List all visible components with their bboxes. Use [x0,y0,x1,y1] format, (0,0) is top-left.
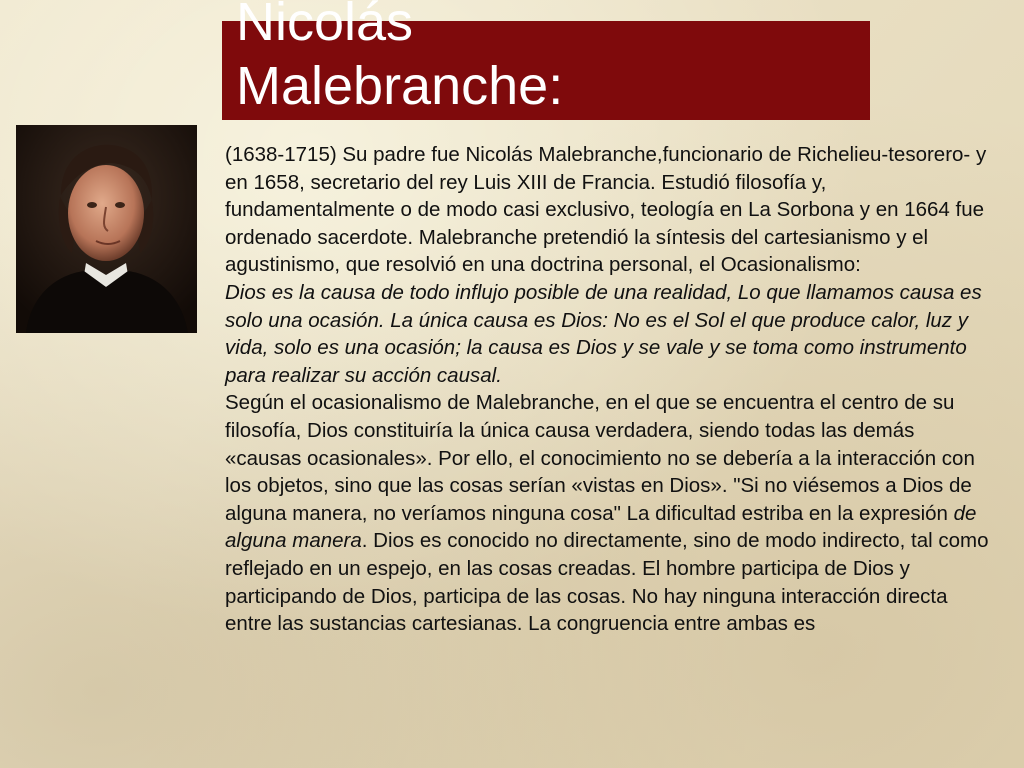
portrait-image [16,125,197,333]
quote-paragraph: Dios es la causa de todo influjo posible de una realidad, Lo que llamamos causa es solo una ocasión. La única causa es Dios: No es el Sol el que produce calor, luz y vida, solo es una ocasión; la causa es Dios y se vale y se toma como instrumento para realizar su acción causal. [225,280,982,387]
occasionalism-text-start: Según el ocasionalismo de Malebranche, en el que se encuentra el centro de su filosofía, Dios constituiría la única causa verdadera, siendo todas las demás «causas ocasionales». Por ello, el conocimiento no se debería a la interacción con los objetos, sino que las cosas serían «vistas en Dios». "Si no viésemos a Dios de alguna manera, no veríamos ninguna cosa" La dificultad estriba en la expresión [225,391,975,525]
occasionalism-text-end: . Dios es conocido no directamente, sino de modo indirecto, tal como reflejado en un espejo, en las cosas creadas. El hombre participa de Dios y participando de Dios, participa de las cosas. No hay ninguna interacción directa entre las sustancias cartesianas. La congruencia entre ambas es [225,529,989,636]
title-line-2: Malebranche: [236,56,564,116]
intro-paragraph: (1638-1715) Su padre fue Nicolás Malebranche,funcionario de Richelieu-tesorero- y en 1658, secretario del rey Luis XIII de Francia. Estudió filosofía y, fundamentalmente o de modo casi exclusivo, teología en La Sorbona y en 1664 fue ordenado sacerdote. Malebranche pretendió la síntesis del cartesianismo y el agustinismo, que resolvió en una doctrina personal, el Ocasionalismo: [225,143,987,277]
title-line-1: Nicolás [236,0,414,52]
occasionalism-paragraph [225,389,995,637]
slide-title [236,0,996,118]
emphasis-text: de alguna manera [225,501,977,553]
slide-body [225,141,995,638]
portrait-photo-icon [16,125,197,333]
